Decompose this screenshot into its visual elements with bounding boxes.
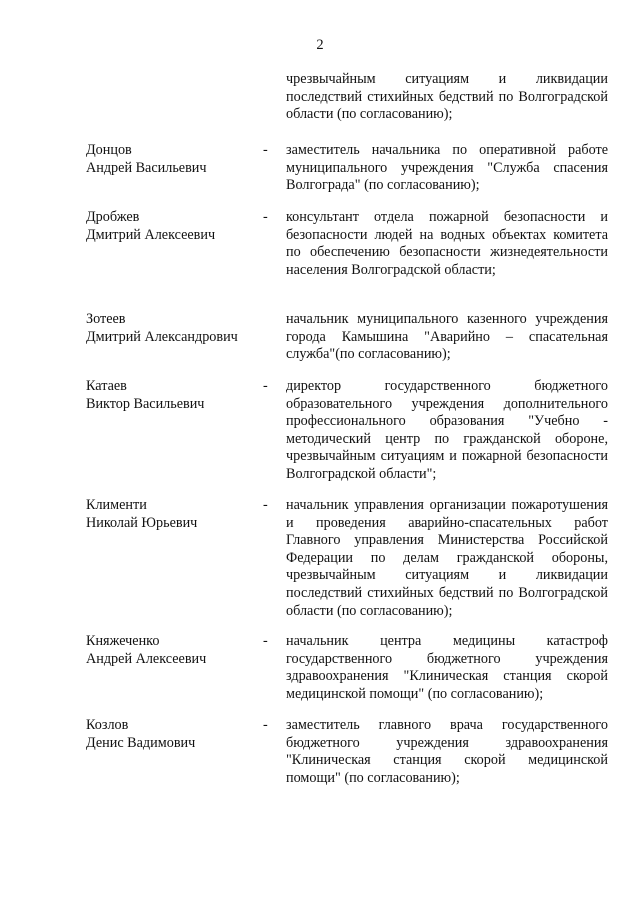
member-dash: - [263, 142, 268, 158]
member-surname: Княжеченко [86, 633, 160, 649]
member-dash: - [263, 633, 268, 649]
page-number: 2 [316, 37, 324, 53]
member-role: консультант отдела пожарной безопасности и безопасности людей на водных объектах комитета по обеспечению безопасности жизнедеятельности населения Волгоградской области; [286, 209, 608, 278]
member-surname: Зотеев [86, 311, 126, 327]
member-dash: - [263, 378, 268, 394]
member-surname: Клименти [86, 497, 147, 513]
member-dash: - [263, 497, 268, 513]
member-name [86, 497, 261, 532]
member-role: заместитель главного врача государственного бюджетного учреждения здравоохранения "Клиническая станция скорой медицинской помощи" (по согласованию); [286, 717, 608, 786]
member-role: заместитель начальника по оперативной работе муниципального учреждения "Служба спасения Волгограда" (по согласованию); [286, 142, 608, 194]
member-given-names: Денис Вадимович [86, 734, 196, 751]
member-role: директор государственного бюджетного образовательного учреждения дополнительного профессионального образования "Учебно - методический центр по гражданской обороне, чрезвычайным ситуациям и пожарной безопасности Волгоградской области"; [286, 378, 608, 482]
member-name [86, 378, 261, 413]
member-role: начальник управления организации пожаротушения и проведения аварийно-спасательных работ Главного управления Министерства Российской Федерации по делам гражданской обороны, чрезвычайным ситуациям и ликвидации последствий стихийных бедствий по Волгоградской области (по согласованию); [286, 497, 608, 619]
member-given-names: Андрей Васильевич [86, 159, 207, 176]
member-dash: - [263, 209, 268, 225]
member-dash: - [263, 717, 268, 733]
member-name [86, 209, 261, 244]
member-role: начальник центра медицины катастроф государственного бюджетного учреждения здравоохранения "Клиническая станция скорой медицинской помощи" (по согласованию); [286, 633, 608, 702]
member-surname: Дробжев [86, 209, 140, 225]
member-given-names: Николай Юрьевич [86, 514, 198, 531]
continuation-text: чрезвычайным ситуациям и ликвидации последствий стихийных бедствий по Волгоградской области (по согласованию); [286, 71, 608, 123]
member-name [86, 142, 261, 177]
member-given-names: Дмитрий Александрович [86, 328, 238, 345]
member-surname: Катаев [86, 378, 127, 394]
member-surname: Козлов [86, 717, 129, 733]
member-name [86, 717, 261, 752]
member-given-names: Виктор Васильевич [86, 395, 205, 412]
member-surname: Донцов [86, 142, 132, 158]
member-role: начальник муниципального казенного учреждения города Камышина "Аварийно – спасательная служба"(по согласованию); [286, 311, 608, 363]
member-name [86, 311, 261, 346]
member-given-names: Андрей Алексеевич [86, 650, 207, 667]
member-name [86, 633, 261, 668]
member-given-names: Дмитрий Алексеевич [86, 226, 216, 243]
